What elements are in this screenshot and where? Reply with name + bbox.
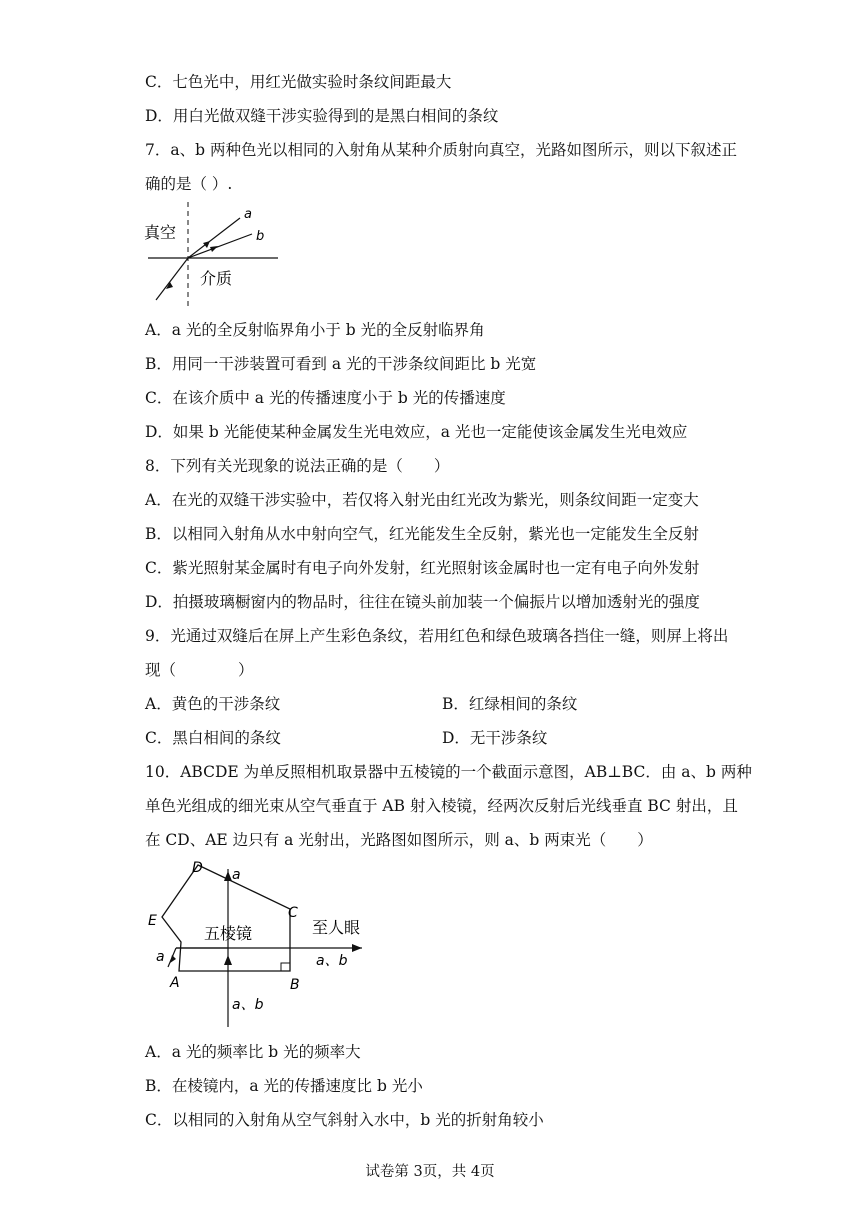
q8-stem: 8．下列有关光现象的说法正确的是（ ） [145,457,450,475]
fig7-b-label: b [256,229,265,244]
fig10-ab-in-label: a、b [232,997,264,1013]
q9-option-a: A．黄色的干涉条纹 [145,695,281,713]
q7-option-a: A．a 光的全反射临界角小于 b 光的全反射临界角 [145,321,485,339]
q7-figure [140,200,290,310]
q9-stem-2: 现（ ） [145,661,254,679]
q8-option-c: C．紫光照射某金属时有电子向外发射，红光照射该金属时也一定有电子向外发射 [145,559,700,577]
fig10-eye-label: 至人眼 [312,918,361,937]
q10-figure [140,855,380,1035]
fig7-a-label: a [244,207,252,222]
fig10-ab-out-label: a、b [316,953,348,969]
q9-option-b: B．红绿相间的条纹 [442,695,578,713]
q7-stem-2: 确的是（ ）. [145,175,233,193]
q10-stem-2: 单色光组成的细光束从空气垂直于 AB 射入棱镜，经两次反射后光线垂直 BC 射出，且 [145,797,738,815]
q8-option-a: A．在光的双缝干涉实验中，若仅将入射光由红光改为紫光，则条纹间距一定变大 [145,491,699,509]
q8-option-b: B．以相同入射角从水中射向空气，红光能发生全反射，紫光也一定能发生全反射 [145,525,699,543]
q9-option-c: C．黑白相间的条纹 [145,729,281,747]
q7-option-d: D．如果 b 光能使某种金属发生光电效应，a 光也一定能使该金属发生光电效应 [145,423,688,441]
fig10-vertex-e: E [148,913,157,929]
fig10-vertex-b: B [290,977,300,993]
fig10-prism-label: 五棱镜 [204,924,253,943]
q7-stem-1: 7．a、b 两种色光以相同的入射角从某种介质射向真空，光路如图所示，则以下叙述正 [145,141,737,159]
fig10-vertex-a: A [170,975,180,991]
q6-option-d: D．用白光做双缝干涉实验得到的是黑白相间的条纹 [145,107,499,125]
q8-option-d: D．拍摄玻璃橱窗内的物品时，往往在镜头前加装一个偏振片以增加透射光的强度 [145,593,700,611]
q10-stem-1: 10．ABCDE 为单反照相机取景器中五棱镜的一个截面示意图，AB⊥BC．由 a、b 两种 [145,763,752,781]
page-footer: 试卷第 3页，共 4页 [365,1164,495,1180]
q7-option-b: B．用同一干涉装置可看到 a 光的干涉条纹间距比 b 光宽 [145,355,537,373]
fig7-vacuum-label: 真空 [144,223,177,242]
q9-stem-1: 9．光通过双缝后在屏上产生彩色条纹，若用红色和绿色玻璃各挡住一缝，则屏上将出 [145,627,729,645]
q10-option-b: B．在棱镜内，a 光的传播速度比 b 光小 [145,1077,423,1095]
q7-option-c: C．在该介质中 a 光的传播速度小于 b 光的传播速度 [145,389,506,407]
fig10-vertex-c: C [288,905,298,921]
fig10-vertex-d: D [192,860,203,876]
fig10-a-left-label: a [156,949,165,965]
q10-stem-3: 在 CD、AE 边只有 a 光射出，光路图如图所示，则 a、b 两束光（ ） [145,831,653,849]
q10-option-a: A．a 光的频率比 b 光的频率大 [145,1043,361,1061]
fig7-medium-label: 介质 [200,269,233,288]
q6-option-c: C．七色光中，用红光做实验时条纹间距最大 [145,73,452,91]
q9-option-d: D．无干涉条纹 [442,729,548,747]
q10-option-c: C．以相同的入射角从空气斜射入水中，b 光的折射角较小 [145,1111,544,1129]
fig10-a-top-label: a [232,867,241,883]
